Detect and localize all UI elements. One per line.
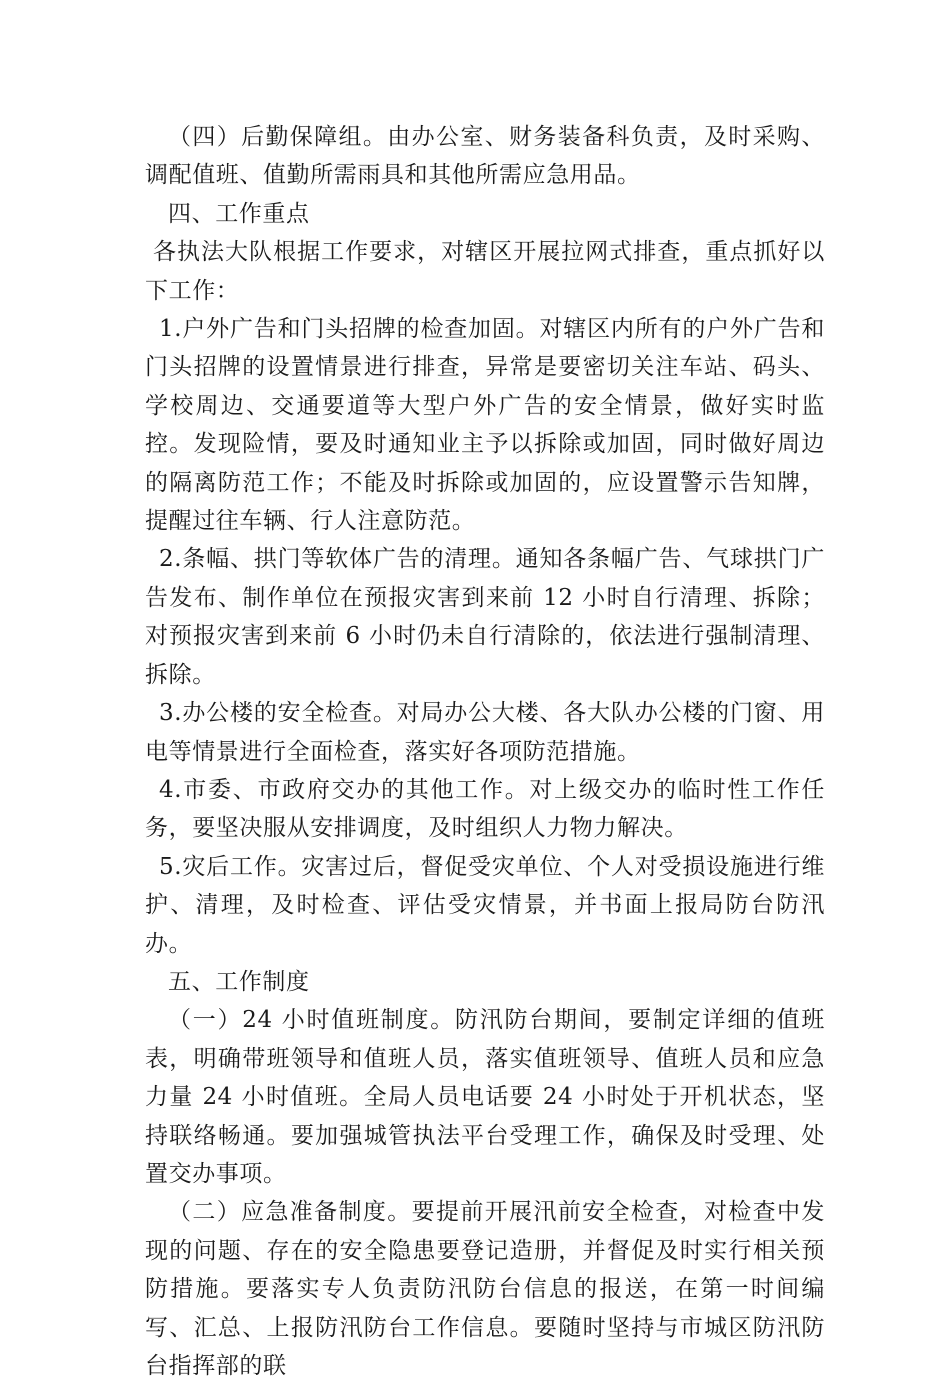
paragraph-item-1-outdoor-ads: 1.户外广告和门头招牌的检查加固。对辖区内所有的户外广告和门头招牌的设置情景进行排查，异常是要密切关注车站、码头、学校周边、交通要道等大型户外广告的安全情景，做好实时监控。发现险情，要及时通知业主予以拆除或加固，同时做好周边的隔离防范工作；不能及时拆除或加固的，应设置警示告知牌，提醒过往车辆、行人注意防范。 <box>145 316 825 535</box>
paragraph-item-3-office-safety: 3.办公楼的安全检查。对局办公大楼、各大队办公楼的门窗、用电等情景进行全面检查，落实好各项防范措施。 <box>145 700 825 765</box>
paragraph-24h-duty: （一）24 小时值班制度。防汛防台期间，要制定详细的值班表，明确带班领导和值班人员，落实值班领导、值班人员和应急力量 24 小时值班。全局人员电话要 24 小时处于开机状态，坚持联络畅通。要加强城管执法平台受理工作，确保及时受理、处置交办事项。 <box>145 1007 825 1187</box>
paragraph-logistics-group: （四）后勤保障组。由办公室、财务装备科负责，及时采购、调配值班、值勤所需雨具和其他所需应急用品。 <box>145 124 825 189</box>
paragraph-inspection-intro: 各执法大队根据工作要求，对辖区开展拉网式排查，重点抓好以下工作： <box>145 239 825 304</box>
section-heading-work-system: 五、工作制度 <box>168 968 310 995</box>
paragraph-item-4-assigned-work: 4.市委、市政府交办的其他工作。对上级交办的临时性工作任务，要坚决服从安排调度，及时组织人力物力解决。 <box>145 776 825 842</box>
document-body <box>145 118 825 1385</box>
paragraph-emergency-prep: （二）应急准备制度。要提前开展汛前安全检查，对检查中发现的问题、存在的安全隐患要登记造册，并督促及时实行相关预防措施。要落实专人负责防汛防台信息的报送，在第一时间编写、汇总、上报防汛防台工作信息。要随时坚持与市城区防汛防台指挥部的联 <box>145 1199 825 1379</box>
paragraph-item-2-banners: 2.条幅、拱门等软体广告的清理。通知各条幅广告、气球拱门广告发布、制作单位在预报灾害到来前 12 小时自行清理、拆除；对预报灾害到来前 6 小时仍未自行清除的，依法进行强制清理、拆除。 <box>145 546 825 688</box>
section-heading-work-focus: 四、工作重点 <box>168 200 310 227</box>
paragraph-item-5-post-disaster: 5.灾后工作。灾害过后，督促受灾单位、个人对受损设施进行维护、清理，及时检查、评估受灾情景，并书面上报局防台防汛办。 <box>145 853 825 957</box>
